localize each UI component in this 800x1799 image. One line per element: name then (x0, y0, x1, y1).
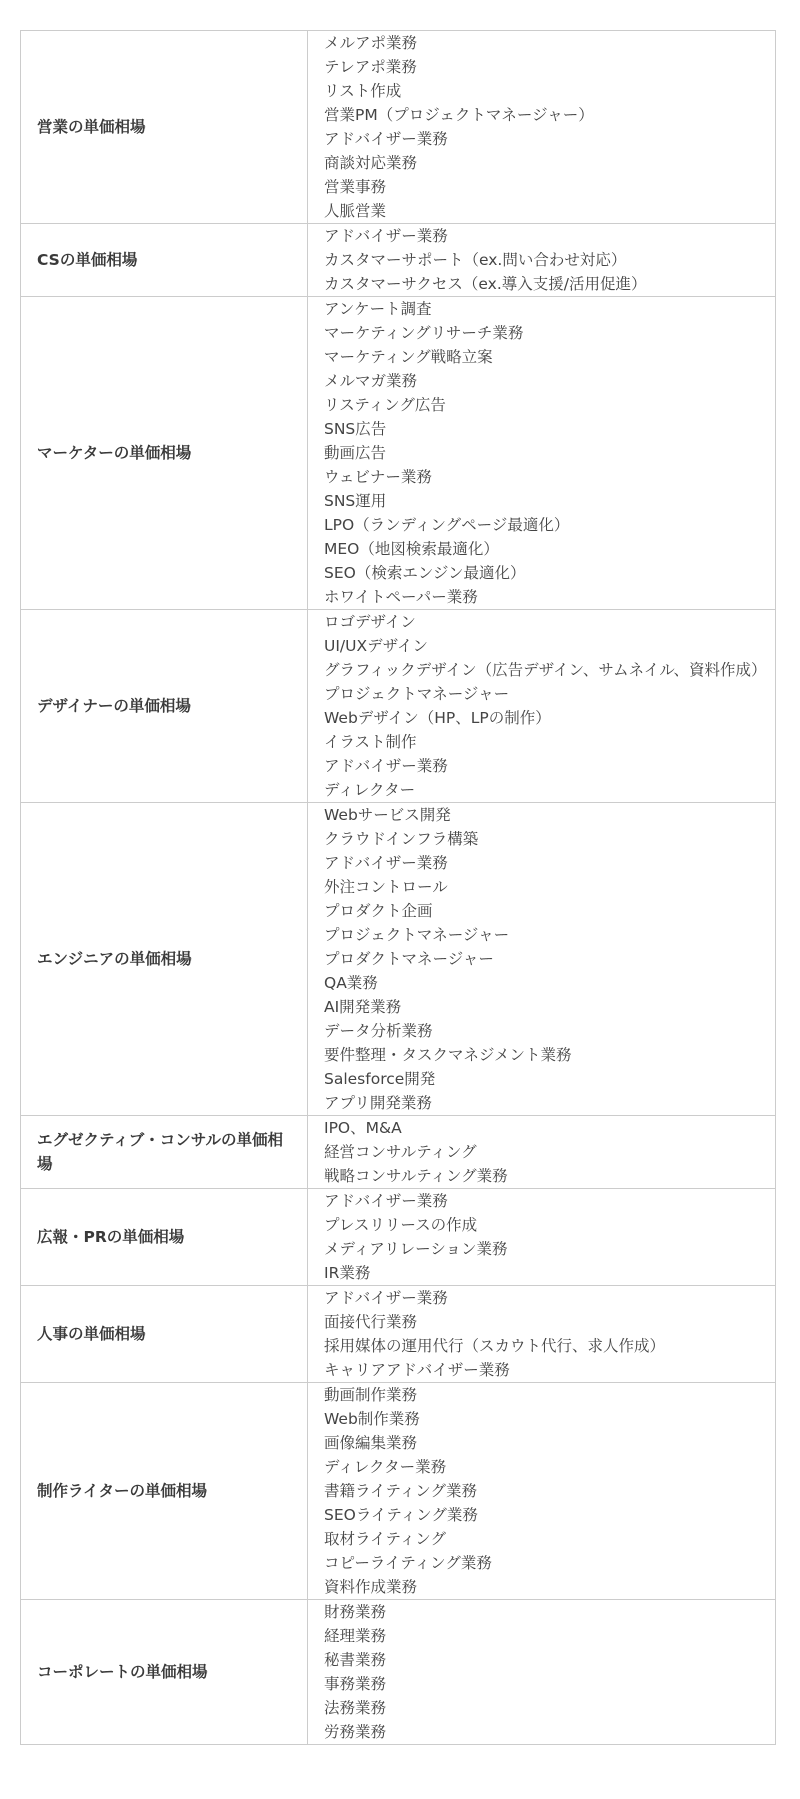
list-item: カスタマーサポート（ex.問い合わせ対応） (324, 251, 627, 269)
list-item: マーケティング戦略立案 (324, 348, 493, 366)
item-list (324, 1600, 759, 1744)
list-item: データ分析業務 (324, 1022, 433, 1040)
category-cell: CSの単価相場 (21, 224, 308, 297)
list-item: 経理業務 (324, 1627, 387, 1645)
list-item: プロダクトマネージャー (324, 950, 494, 968)
list-item: 画像編集業務 (324, 1434, 418, 1452)
list-item: メルアポ業務 (324, 34, 418, 52)
category-cell: 制作ライターの単価相場 (21, 1383, 308, 1600)
list-item: アドバイザー業務 (324, 854, 448, 872)
list-item: クラウドインフラ構築 (324, 830, 479, 848)
list-item: リスト作成 (324, 82, 402, 100)
category-cell: エグゼクティブ・コンサルの単価相場 (21, 1116, 308, 1189)
items-cell (308, 1286, 776, 1383)
list-item: アドバイザー業務 (324, 130, 448, 148)
list-item: Web制作業務 (324, 1410, 420, 1428)
list-item: メディアリレーション業務 (324, 1240, 508, 1258)
table-row (21, 224, 776, 297)
list-item: 経営コンサルティング (324, 1143, 477, 1161)
list-item: 秘書業務 (324, 1651, 387, 1669)
list-item: アプリ開発業務 (324, 1094, 432, 1112)
list-item: AI開発業務 (324, 998, 402, 1016)
list-item: 戦略コンサルティング業務 (324, 1167, 508, 1185)
table-row (21, 1383, 776, 1600)
list-item: テレアポ業務 (324, 58, 417, 76)
list-item: 要件整理・タスクマネジメント業務 (324, 1046, 572, 1064)
list-item: 財務業務 (324, 1603, 387, 1621)
list-item: UI/UXデザイン (324, 637, 429, 655)
list-item: 面接代行業務 (324, 1313, 418, 1331)
list-item: キャリアアドバイザー業務 (324, 1361, 510, 1379)
list-item: 商談対応業務 (324, 154, 418, 172)
table-row (21, 803, 776, 1116)
list-item: IPO、M&A (324, 1119, 402, 1137)
list-item: 法務業務 (324, 1699, 387, 1717)
list-item: Salesforce開発 (324, 1070, 436, 1088)
table-row (21, 610, 776, 803)
items-cell (308, 297, 776, 610)
table-row (21, 31, 776, 224)
items-cell (308, 1116, 776, 1189)
category-cell: コーポレートの単価相場 (21, 1600, 308, 1745)
rate-table-container (20, 30, 776, 1745)
list-item: プロジェクトマネージャー (324, 685, 510, 703)
list-item: イラスト制作 (324, 733, 417, 751)
list-item: 取材ライティング (324, 1530, 446, 1548)
list-item: アドバイザー業務 (324, 227, 448, 245)
item-list (324, 31, 759, 223)
list-item: カスタマーサクセス（ex.導入支援/活用促進） (324, 275, 647, 293)
items-cell (308, 1189, 776, 1286)
items-cell (308, 803, 776, 1116)
list-item: 動画制作業務 (324, 1386, 418, 1404)
list-item: プロダクト企画 (324, 902, 433, 920)
list-item: ホワイトペーパー業務 (324, 588, 478, 606)
list-item: 採用媒体の運用代行（スカウト代行、求人作成） (324, 1337, 666, 1355)
category-cell: マーケターの単価相場 (21, 297, 308, 610)
rate-table-body (21, 31, 776, 1745)
list-item: 営業PM（プロジェクトマネージャー） (324, 106, 594, 124)
list-item: 人脈営業 (324, 202, 387, 220)
item-list (324, 224, 759, 296)
list-item: QA業務 (324, 974, 378, 992)
list-item: マーケティングリサーチ業務 (324, 324, 524, 342)
list-item: 外注コントロール (324, 878, 448, 896)
list-item: Webデザイン（HP、LPの制作） (324, 709, 551, 727)
list-item: アドバイザー業務 (324, 1289, 448, 1307)
item-list (324, 1116, 759, 1188)
list-item: 資料作成業務 (324, 1578, 418, 1596)
item-list (324, 1189, 759, 1285)
list-item: ディレクター (324, 781, 416, 799)
items-cell (308, 224, 776, 297)
table-row (21, 1286, 776, 1383)
item-list (324, 803, 759, 1115)
items-cell (308, 1600, 776, 1745)
item-list (324, 1286, 759, 1382)
list-item: SEOライティング業務 (324, 1506, 478, 1524)
list-item: Webサービス開発 (324, 806, 451, 824)
list-item: SNS運用 (324, 492, 387, 510)
list-item: 営業事務 (324, 178, 387, 196)
table-row (21, 1189, 776, 1286)
list-item: ディレクター業務 (324, 1458, 447, 1476)
list-item: プレスリリースの作成 (324, 1216, 478, 1234)
list-item: アドバイザー業務 (324, 1192, 448, 1210)
category-cell: エンジニアの単価相場 (21, 803, 308, 1116)
list-item: SEO（検索エンジン最適化） (324, 564, 526, 582)
list-item: 書籍ライティング業務 (324, 1482, 477, 1500)
category-cell: 人事の単価相場 (21, 1286, 308, 1383)
category-cell: 広報・PRの単価相場 (21, 1189, 308, 1286)
list-item: ロゴデザイン (324, 613, 416, 631)
list-item: 動画広告 (324, 444, 387, 462)
list-item: アンケート調査 (324, 300, 432, 318)
list-item: プロジェクトマネージャー (324, 926, 510, 944)
list-item: MEO（地図検索最適化） (324, 540, 499, 558)
category-cell: デザイナーの単価相場 (21, 610, 308, 803)
table-row (21, 1600, 776, 1745)
list-item: LPO（ランディングページ最適化） (324, 516, 570, 534)
list-item: コピーライティング業務 (324, 1554, 492, 1572)
list-item: リスティング広告 (324, 396, 446, 414)
list-item: 事務業務 (324, 1675, 387, 1693)
list-item: ウェビナー業務 (324, 468, 432, 486)
list-item: グラフィックデザイン（広告デザイン、サムネイル、資料作成） (324, 661, 767, 679)
items-cell (308, 31, 776, 224)
table-row (21, 1116, 776, 1189)
list-item: アドバイザー業務 (324, 757, 448, 775)
list-item: メルマガ業務 (324, 372, 418, 390)
rate-table (20, 30, 776, 1745)
item-list (324, 610, 767, 802)
table-row (21, 297, 776, 610)
list-item: SNS広告 (324, 420, 387, 438)
item-list (324, 297, 759, 609)
items-cell (308, 1383, 776, 1600)
list-item: 労務業務 (324, 1723, 387, 1741)
category-cell: 営業の単価相場 (21, 31, 308, 224)
list-item: IR業務 (324, 1264, 371, 1282)
items-cell (308, 610, 776, 803)
item-list (324, 1383, 759, 1599)
